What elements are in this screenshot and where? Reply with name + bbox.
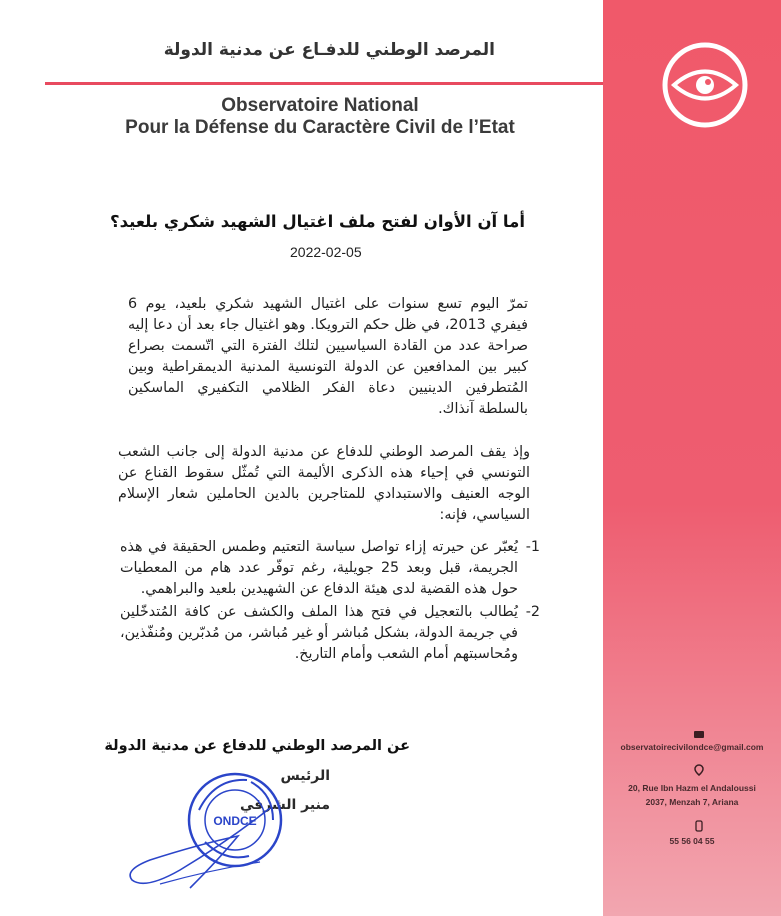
paragraph-2: وإذ يقف المرصد الوطني للدفاع عن مدنية الدولة إلى جانب الشعب التونسي في إحياء هذه الذكرى الأليمة التي تُمثّل سقوط القناع عن الوجه العنيف والاستبدادي للمتاجرين بالدين الحاملين شعار الإسلام السياسي، فإنه: xyxy=(118,444,530,523)
list-item-text: يُطالب بالتعجيل في فتح هذا الملف والكشف عن كافة المُتدخّلين في جريمة الدولة، بشكل مُباشر أو غير مُباشر، من مُدبّرين ومُنفّذين، ومُحاسبتهم أمام الشعب وأمام التاريخ. xyxy=(120,604,518,662)
demands-list xyxy=(120,537,540,667)
header-rule xyxy=(45,82,603,85)
contact-email[interactable]: observatoirecivilondce@gmail.com xyxy=(620,742,764,752)
article-date: 2022-02-05 xyxy=(290,244,362,260)
list-item xyxy=(120,537,540,600)
contact-address-line1: 20, Rue Ibn Hazm el Andaloussi xyxy=(628,783,756,793)
email-icon xyxy=(693,728,705,740)
signature-org: عن المرصد الوطني للدفاع عن مدنية الدولة xyxy=(104,738,410,754)
paragraph-1: تمرّ اليوم تسع سنوات على اغتيال الشهيد شكري بلعيد، يوم 6 فيفري 2013، في ظل حكم الترويكا. وهو اغتيال جاء بعد أن دعا إليه صراحة عدد من القادة السياسيين لتلك الفترة التي اتّسمت بصراع كبير بين المدافعين عن الدولة التونسية المدنية الديمقراطية وبين المُتطرفين الدينيين دعاة الفكر الظلامي التكفيري الماسكين بالسلطة آنذاك. xyxy=(128,296,529,417)
article-title: أما آن الأوان لفتح ملف اغتيال الشهيد شكري بلعيد؟ xyxy=(110,212,525,231)
org-name-french-line1: Observatoire National xyxy=(221,95,419,116)
side-band xyxy=(603,0,781,916)
org-name-arabic: المرصد الوطني للدفـاع عن مدنية الدولة xyxy=(163,40,495,60)
phone-icon xyxy=(693,820,705,832)
org-name-french-line2: Pour la Défense du Caractère Civil de l’Etat xyxy=(125,117,515,138)
signature-name: منير الشرفي xyxy=(239,797,330,813)
contact-phone: 55 56 04 55 xyxy=(669,836,715,846)
eye-logo-icon xyxy=(660,40,750,130)
contact-address-line2: 2037, Menzah 7, Ariana xyxy=(645,797,739,807)
list-item-text: يُعبّر عن حيرته إزاء تواصل سياسة التعتيم وطمس الحقيقة في هذه الجريمة، قبل وبعد 25 جويلية، رغم توفّر عدد هام من المعطيات حول هذه القضية لدى هيئة الدفاع عن الشهيدين بلعيد والبراهمي. xyxy=(120,539,518,597)
stamp-text: ONDCE xyxy=(213,814,257,828)
handwritten-signature xyxy=(120,800,280,895)
location-pin-icon xyxy=(693,764,705,776)
list-item xyxy=(120,602,540,665)
signature-role: الرئيس xyxy=(280,768,330,784)
list-item-number: 2- xyxy=(525,604,540,620)
list-item-number: 1- xyxy=(525,539,540,555)
